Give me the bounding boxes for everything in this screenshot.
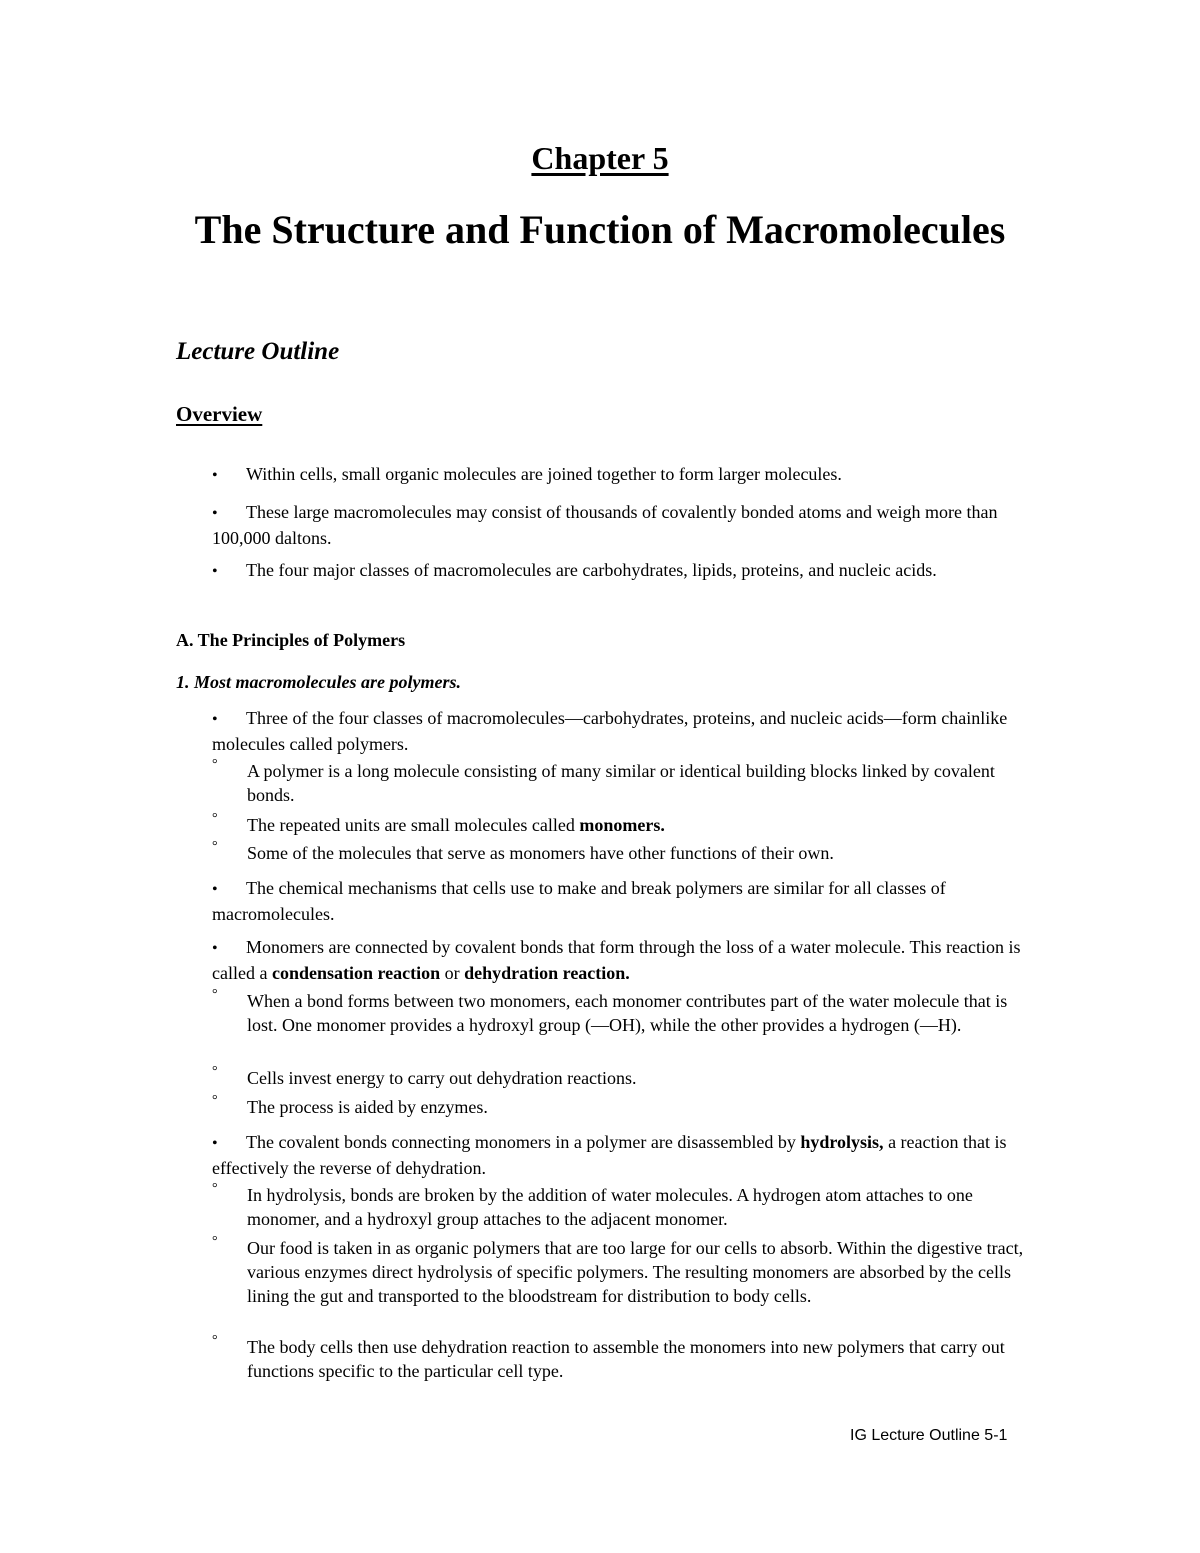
term-monomers: monomers. <box>579 815 665 835</box>
sub-bullet-icon: ° <box>212 839 218 854</box>
page-footer: IG Lecture Outline 5-1 <box>850 1427 1008 1444</box>
polymer-bullet: • Three of the four classes of macromolecules—carbohydrates, proteins, and nucleic acids—form chainlike molecules called polymers. <box>212 708 1008 754</box>
sub-bullet-icon: ° <box>212 1181 218 1196</box>
bullet-icon: • <box>212 940 218 957</box>
document-title: The Structure and Function of Macromolecules <box>194 207 1006 252</box>
term-condensation-reaction: condensation reaction <box>271 963 441 983</box>
mechanism-bullet: • The chemical mechanisms that cells use to make and break polymers are similar for all classes of macromolecules. <box>212 878 946 924</box>
overview-bullet: • The four major classes of macromolecules are carbohydrates, lipids, proteins, and nucleic acids. <box>212 558 1032 584</box>
sub-bullet-icon: ° <box>212 1093 218 1108</box>
sub-bullet-icon: ° <box>212 757 218 772</box>
bullet-icon: • <box>212 1135 218 1152</box>
bullet-icon: • <box>212 563 218 580</box>
sub-bullet: ° A polymer is a long molecule consisting of many similar or identical building blocks linked by covalent bonds. <box>212 759 1032 807</box>
term-dehydration-reaction: dehydration reaction. <box>464 963 630 983</box>
overview-heading: Overview <box>176 402 263 426</box>
subsection-heading: 1. Most macromolecules are polymers. <box>176 672 461 692</box>
overview-bullet: • These large macromolecules may consist of thousands of covalently bonded atoms and weigh more than 100,000 daltons. <box>212 502 998 548</box>
lecture-outline-heading: Lecture Outline <box>176 338 340 365</box>
sub-bullet-icon: ° <box>212 987 218 1002</box>
sub-bullet-icon: ° <box>212 1064 218 1079</box>
sub-bullet: ° The process is aided by enzymes. <box>212 1095 1032 1119</box>
sub-bullet: ° The body cells then use dehydration reaction to assemble the monomers into new polymers that carry out functions specific to the particular cell type. <box>212 1335 1032 1383</box>
sub-bullet-icon: ° <box>212 811 218 826</box>
hydrolysis-bullet: • The covalent bonds connecting monomers in a polymer are disassembled by hydrolysis, a reaction that is effectively the reverse of dehydration. <box>212 1132 1007 1178</box>
bullet-icon: • <box>212 467 218 484</box>
sub-bullet-icon: ° <box>212 1234 218 1249</box>
sub-bullet: ° The repeated units are small molecules called monomers. <box>212 813 1032 837</box>
chapter-number: Chapter 5 <box>531 140 669 176</box>
overview-bullet: • Within cells, small organic molecules are joined together to form larger molecules. <box>212 462 1032 488</box>
bullet-icon: • <box>212 881 218 898</box>
dehydration-bullet: • Monomers are connected by covalent bonds that form through the loss of a water molecule. This reaction is called a condensation reaction or dehydration reaction. <box>212 937 1021 983</box>
sub-bullet: ° Our food is taken in as organic polymers that are too large for our cells to absorb. Within the digestive tract, various enzymes direct hydrolysis of specific polymers. The resulting monomers are absorbed by the cells lining the gut and transported to the bloodstream for distribution to body cells. <box>212 1236 1032 1308</box>
sub-bullet: ° In hydrolysis, bonds are broken by the addition of water molecules. A hydrogen atom attaches to one monomer, and a hydroxyl group attaches to the adjacent monomer. <box>212 1183 1032 1231</box>
sub-bullet: ° Cells invest energy to carry out dehydration reactions. <box>212 1066 1032 1090</box>
section-heading: A. The Principles of Polymers <box>176 630 406 650</box>
sub-bullet-icon: ° <box>212 1333 218 1348</box>
bullet-icon: • <box>212 711 218 728</box>
bullet-icon: • <box>212 505 218 522</box>
term-hydrolysis: hydrolysis, <box>800 1132 884 1152</box>
sub-bullet: ° Some of the molecules that serve as monomers have other functions of their own. <box>212 841 1032 865</box>
sub-bullet: ° When a bond forms between two monomers, each monomer contributes part of the water molecule that is lost. One monomer provides a hydroxyl group (—OH), while the other provides a hydrogen (—H). <box>212 989 1032 1037</box>
